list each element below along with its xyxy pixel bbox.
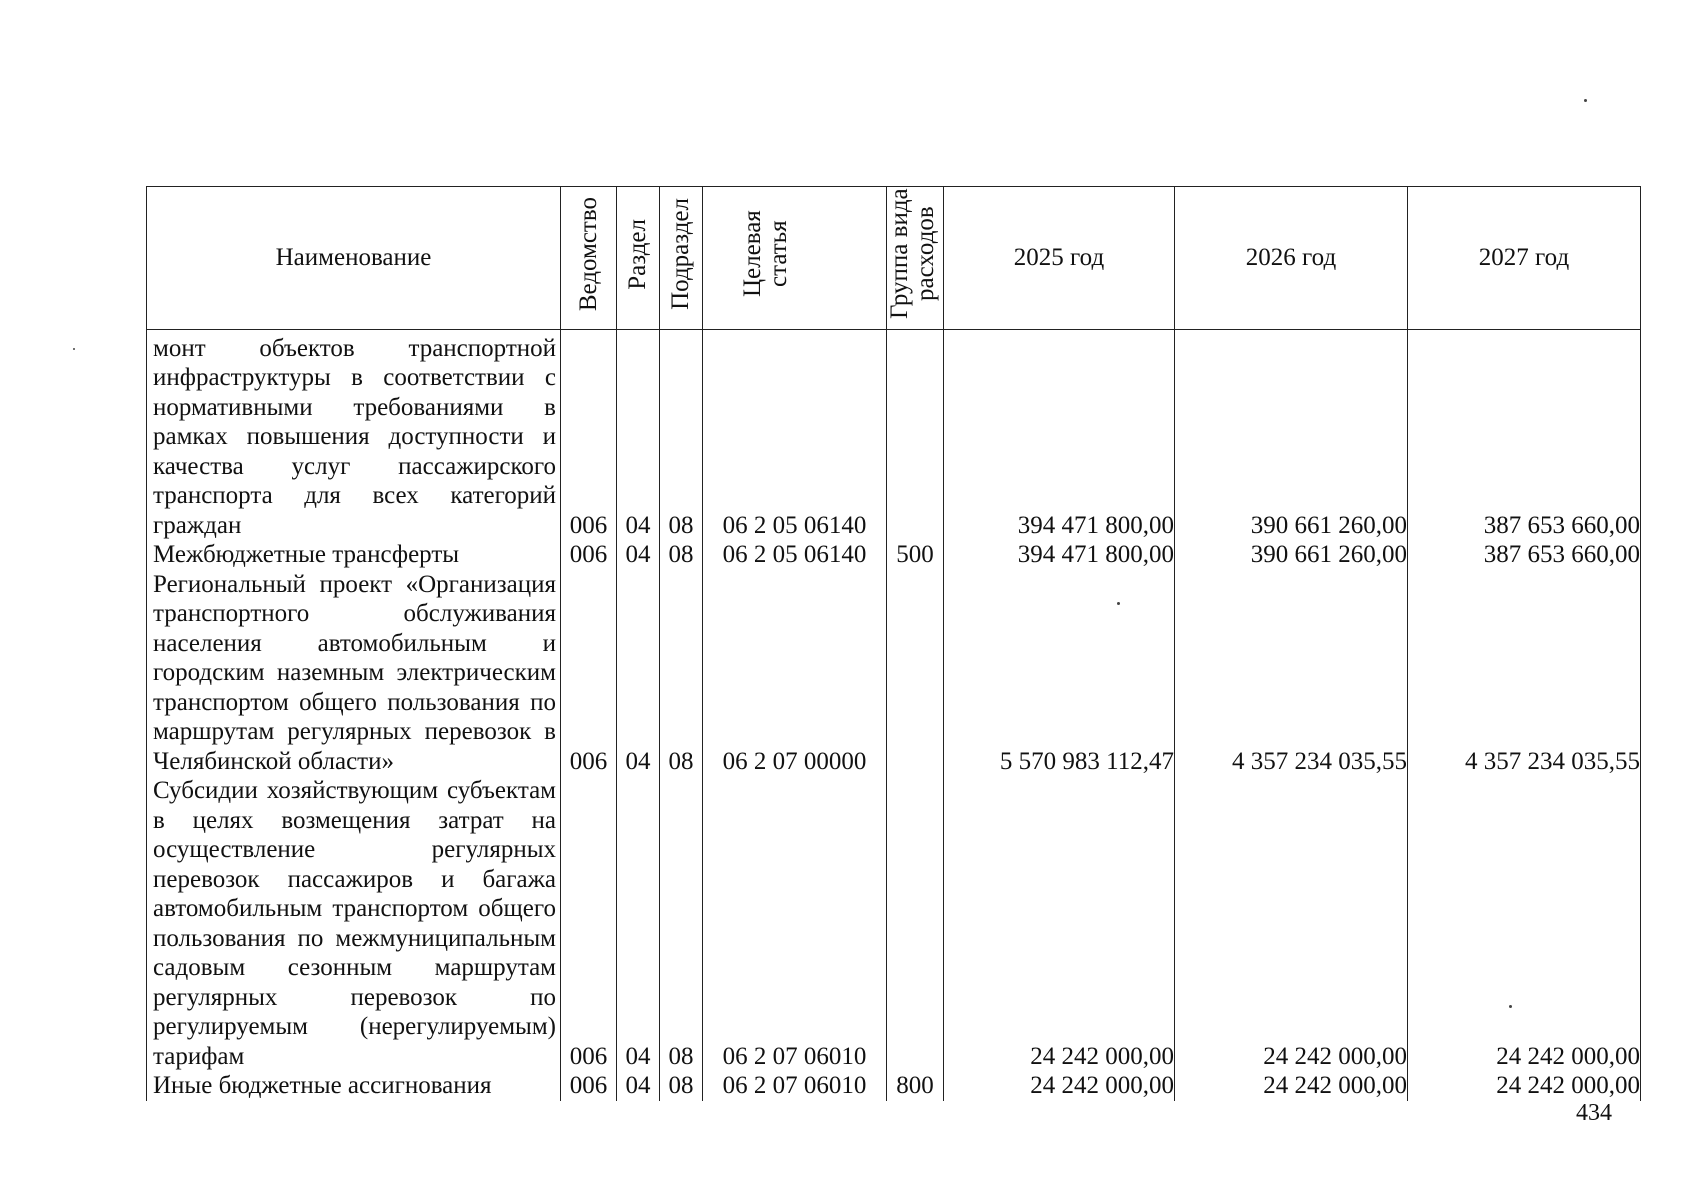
row-expense-group: 500	[887, 540, 944, 570]
table-row	[147, 540, 1641, 570]
row-amount-2027: 24 242 000,00	[1408, 776, 1641, 1071]
header-name: Наименование	[147, 187, 561, 330]
row-department: 006	[561, 776, 617, 1071]
row-department: 006	[561, 1071, 617, 1101]
header-year-2027: 2027 год	[1408, 187, 1641, 330]
row-amount-2025: 394 471 800,00	[944, 329, 1175, 540]
row-name: Иные бюджетные ассигнования	[147, 1071, 561, 1101]
row-target-article: 06 2 07 00000	[703, 570, 887, 777]
row-expense-group: 800	[887, 1071, 944, 1101]
row-amount-2027: 24 242 000,00	[1408, 1071, 1641, 1101]
row-name: Региональный проект «Организация транспортного обслуживания населения автомобильным и городским наземным электрическим транспортом общего пользования по маршрутам регулярных перевозок в Челябинской области»	[147, 570, 561, 777]
table-row	[147, 776, 1641, 1071]
scan-speck	[73, 348, 75, 350]
row-amount-2025: 24 242 000,00	[944, 776, 1175, 1071]
row-amount-2027: 387 653 660,00	[1408, 540, 1641, 570]
header-expense-group: Группа вида расходов	[887, 187, 944, 330]
budget-table	[146, 186, 1641, 1101]
header-target-article: Целевая статья	[703, 187, 887, 330]
row-target-article: 06 2 05 06140	[703, 329, 887, 540]
scan-speck	[1584, 99, 1587, 102]
row-section: 04	[617, 329, 660, 540]
row-name: монт объектов транспортной инфраструктуры в соответствии с нормативными требованиями в рамках повышения доступности и качества услуг пассажирского транспорта для всех категорий граждан	[147, 329, 561, 540]
row-department: 006	[561, 570, 617, 777]
row-section: 04	[617, 1071, 660, 1101]
header-subsection: Подраздел	[660, 187, 703, 330]
row-subsection: 08	[660, 1071, 703, 1101]
row-amount-2026: 390 661 260,00	[1175, 329, 1408, 540]
row-subsection: 08	[660, 776, 703, 1071]
row-expense-group	[887, 329, 944, 540]
row-target-article: 06 2 05 06140	[703, 540, 887, 570]
row-amount-2027: 4 357 234 035,55	[1408, 570, 1641, 777]
header-year-2026: 2026 год	[1175, 187, 1408, 330]
row-subsection: 08	[660, 540, 703, 570]
row-section: 04	[617, 776, 660, 1071]
row-amount-2026: 24 242 000,00	[1175, 776, 1408, 1071]
header-department: Ведомство	[561, 187, 617, 330]
row-name: Межбюджетные трансферты	[147, 540, 561, 570]
scan-speck	[1117, 602, 1120, 605]
row-amount-2025: 5 570 983 112,47	[944, 570, 1175, 777]
row-amount-2026: 390 661 260,00	[1175, 540, 1408, 570]
header-section: Раздел	[617, 187, 660, 330]
header-year-2025: 2025 год	[944, 187, 1175, 330]
scan-speck	[1509, 1005, 1512, 1008]
row-amount-2025: 24 242 000,00	[944, 1071, 1175, 1101]
table-row	[147, 1071, 1641, 1101]
row-department: 006	[561, 329, 617, 540]
table-row	[147, 329, 1641, 540]
row-department: 006	[561, 540, 617, 570]
row-amount-2025: 394 471 800,00	[944, 540, 1175, 570]
header-row	[147, 187, 1641, 330]
row-amount-2026: 24 242 000,00	[1175, 1071, 1408, 1101]
row-target-article: 06 2 07 06010	[703, 776, 887, 1071]
row-section: 04	[617, 540, 660, 570]
row-section: 04	[617, 570, 660, 777]
row-subsection: 08	[660, 329, 703, 540]
row-amount-2027: 387 653 660,00	[1408, 329, 1641, 540]
row-amount-2026: 4 357 234 035,55	[1175, 570, 1408, 777]
row-subsection: 08	[660, 570, 703, 777]
table-row	[147, 570, 1641, 777]
row-expense-group	[887, 776, 944, 1071]
row-expense-group	[887, 570, 944, 777]
page-number: 434	[1576, 1100, 1612, 1126]
row-name: Субсидии хозяйствующим субъектам в целях возмещения затрат на осуществление регулярных перевозок пассажиров и багажа автомобильным транспортом общего пользования по межмуниципальным садовым сезонным маршрутам регулярных перевозок по регулируемым (нерегулируемым) тарифам	[147, 776, 561, 1071]
row-target-article: 06 2 07 06010	[703, 1071, 887, 1101]
